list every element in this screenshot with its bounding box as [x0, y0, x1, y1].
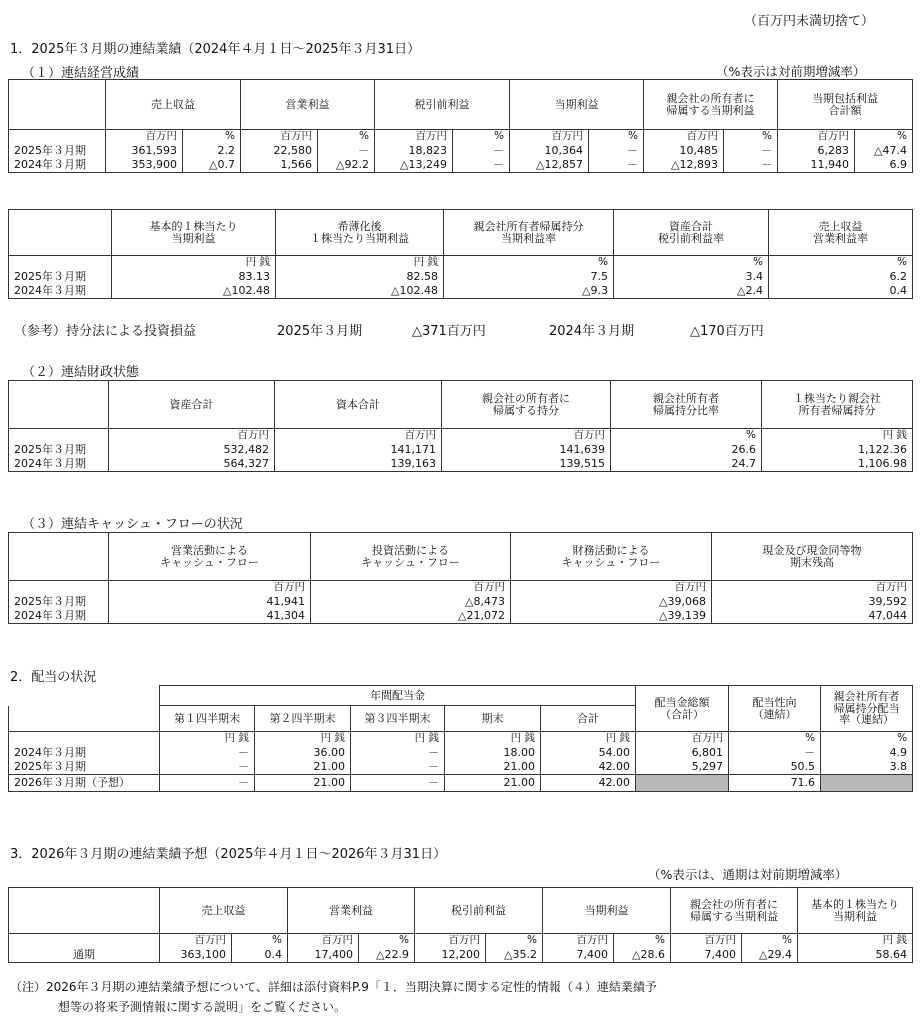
- cell: 12,200: [415, 948, 486, 963]
- cell: 41,941: [109, 595, 311, 609]
- table-corner: [9, 888, 160, 934]
- unit-cell: %: [453, 130, 510, 144]
- cell: －: [160, 746, 255, 760]
- cell: 1,566: [241, 158, 318, 173]
- unit-cell: 百万円: [415, 934, 486, 948]
- table-corner: [9, 533, 109, 581]
- hdr-l1: 税引前利益: [414, 97, 470, 111]
- unit-cell: 百万円: [311, 581, 511, 595]
- unit-cell: %: [359, 934, 415, 948]
- unit-cell: %: [318, 130, 375, 144]
- header-total-equity: 資本合計: [275, 381, 442, 429]
- unit-cell: 円 銭: [351, 732, 445, 746]
- table-corner: [9, 706, 160, 732]
- section-1-1-title: （１）連結経営成績: [22, 66, 140, 81]
- shaded-cell: [821, 775, 913, 792]
- unit-cell: 百万円: [288, 934, 359, 948]
- header-profit-owners: 親会社の所有者に 帰属する当期利益: [644, 80, 778, 130]
- header-basic-eps: 基本的１株当たり 当期利益: [112, 210, 276, 256]
- cell: 42.00: [541, 760, 636, 775]
- cell: －: [160, 775, 255, 792]
- cell: △39,139: [511, 609, 712, 624]
- header-profit: 当期利益: [543, 888, 671, 934]
- unit-cell: 円 銭: [160, 732, 255, 746]
- row-label: 2024年３月期: [9, 158, 106, 173]
- cell: 141,171: [275, 443, 442, 457]
- cell: 2.2: [183, 144, 241, 158]
- cell: △8,473: [311, 595, 511, 609]
- unit-cell: 百万円: [644, 130, 724, 144]
- per-share-ratio-table: [8, 209, 913, 299]
- unit-cell: %: [232, 934, 288, 948]
- cell: 18.00: [445, 746, 541, 760]
- table-corner: [9, 686, 160, 706]
- header-profit: [510, 80, 644, 130]
- unit-cell: %: [821, 732, 913, 746]
- header-revenue: [106, 80, 241, 130]
- table-row: [9, 746, 913, 760]
- hdr-l1: 営業利益: [285, 97, 330, 111]
- row-label: 2025年３月期: [9, 595, 109, 609]
- unit-cell: 百万円: [636, 732, 729, 746]
- unit-cell: 百万円: [109, 429, 275, 443]
- ref-note-value2: △170百万円: [690, 324, 764, 339]
- unit-cell: 円 銭: [798, 934, 913, 948]
- section-1-1-note: （%表示は対前期増減率）: [716, 64, 866, 79]
- header-total: 合計: [541, 706, 636, 732]
- cell: 22,580: [241, 144, 318, 158]
- cell: 36.00: [255, 746, 351, 760]
- unit-cell: 百万円: [778, 130, 855, 144]
- cell: 26.6: [611, 443, 762, 457]
- forecast-table: [8, 887, 913, 963]
- unit-cell: %: [724, 130, 778, 144]
- footnote-line-2: 想等の将来予測情報に関する説明」をご覧ください。: [58, 1000, 347, 1014]
- table-corner: [9, 381, 109, 429]
- header-operating-margin: 売上収益 営業利益率: [769, 210, 913, 256]
- cell: △22.9: [359, 948, 415, 963]
- cell: －: [724, 158, 778, 173]
- row-label: 2024年３月期: [9, 457, 109, 472]
- cell: 83.13: [112, 270, 276, 284]
- cell: △47.4: [855, 144, 913, 158]
- shaded-cell: [636, 775, 729, 792]
- header-doe: 親会社所有者 帰属持分配当 率（連結）: [821, 686, 913, 732]
- cell: 4.9: [821, 746, 913, 760]
- unit-cell: 円 銭: [255, 732, 351, 746]
- cell: 3.4: [614, 270, 769, 284]
- hdr-l1: 売上収益: [151, 97, 195, 111]
- forecast-row: [9, 775, 913, 792]
- row-label: 2025年３月期: [9, 443, 109, 457]
- cell: 139,163: [275, 457, 442, 472]
- row-label: 2026年３月期（予想）: [9, 775, 160, 792]
- unit-cell: 円 銭: [762, 429, 913, 443]
- cell: 18,823: [375, 144, 453, 158]
- unit-cell: 百万円: [510, 130, 589, 144]
- cell: 6.2: [769, 270, 913, 284]
- header-total-assets: 資産合計: [109, 381, 275, 429]
- ref-note-year1: 2025年３月期: [277, 324, 363, 339]
- cell: 82.58: [276, 270, 444, 284]
- unit-cell: %: [611, 429, 762, 443]
- unit-cell: 百万円: [160, 934, 232, 948]
- financial-position-table: [8, 380, 913, 472]
- header-bps: １株当たり親会社 所有者帰属持分: [762, 381, 913, 429]
- cell: △13,249: [375, 158, 453, 173]
- cell: 42.00: [541, 775, 636, 792]
- table-row: [9, 595, 913, 609]
- cell: 11,940: [778, 158, 855, 173]
- header-operating-profit: 営業利益: [288, 888, 415, 934]
- row-label: 2024年３月期: [9, 746, 160, 760]
- unit-cell: %: [444, 256, 614, 270]
- unit-cell: %: [855, 130, 913, 144]
- consolidated-results-table: [8, 79, 913, 173]
- cell: △9.3: [444, 284, 614, 299]
- cell: 0.4: [769, 284, 913, 299]
- cell: △0.7: [183, 158, 241, 173]
- header-payout-ratio: 配当性向 （連結）: [729, 686, 821, 732]
- cell: 141,639: [442, 443, 611, 457]
- ref-note-year2: 2024年３月期: [549, 324, 635, 339]
- cell: 10,364: [510, 144, 589, 158]
- cell: 7,400: [543, 948, 614, 963]
- unit-cell: 百万円: [442, 429, 611, 443]
- cell: 564,327: [109, 457, 275, 472]
- cell: －: [724, 144, 778, 158]
- table-row: [9, 443, 913, 457]
- table-corner: [9, 80, 106, 130]
- cell: 7,400: [671, 948, 742, 963]
- header-cash-balance: 現金及び現金同等物 期末残高: [712, 533, 913, 581]
- row-label: 通期: [9, 948, 160, 963]
- header-pretax-roa: 資産合計 税引前利益率: [614, 210, 769, 256]
- cell: 6,283: [778, 144, 855, 158]
- hdr-l1: 当期利益: [554, 97, 599, 111]
- table-row: [9, 760, 913, 775]
- header-revenue: 売上収益: [160, 888, 288, 934]
- table-corner: [9, 210, 112, 256]
- header-annual-dividend: 年間配当金: [160, 686, 636, 706]
- cell: 47,044: [712, 609, 913, 624]
- cell: △12,857: [510, 158, 589, 173]
- cell: 58.64: [798, 948, 913, 963]
- row-label: 2025年３月期: [9, 270, 112, 284]
- cell: 5,297: [636, 760, 729, 775]
- cell: △102.48: [112, 284, 276, 299]
- cash-flow-table: [8, 532, 913, 624]
- cell: △92.2: [318, 158, 375, 173]
- table-row: [9, 457, 913, 472]
- unit-cell: %: [614, 934, 671, 948]
- unit-cell: 百万円: [671, 934, 742, 948]
- cell: 41,304: [109, 609, 311, 624]
- cell: △28.6: [614, 948, 671, 963]
- header-q2-end: 第２四半期末: [255, 706, 351, 732]
- cell: 21.00: [255, 760, 351, 775]
- cell: 1,106.98: [762, 457, 913, 472]
- unit-cell: 百万円: [375, 130, 453, 144]
- cell: △102.48: [276, 284, 444, 299]
- header-equity-ratio: 親会社所有者 帰属持分比率: [611, 381, 762, 429]
- cell: 532,482: [109, 443, 275, 457]
- dividends-table: [8, 685, 913, 792]
- cell: 6,801: [636, 746, 729, 760]
- section-1-3-title: （３）連結キャッシュ・フローの状況: [22, 517, 243, 532]
- unit-cell: %: [183, 130, 241, 144]
- unit-cell: 円 銭: [445, 732, 541, 746]
- unit-cell: 百万円: [241, 130, 318, 144]
- header-operating-cf: 営業活動による キャッシュ・フロー: [109, 533, 311, 581]
- cell: 6.9: [855, 158, 913, 173]
- cell: 21.00: [445, 760, 541, 775]
- header-diluted-eps: 希薄化後 １株当たり当期利益: [276, 210, 444, 256]
- unit-cell: 円 銭: [112, 256, 276, 270]
- cell: 21.00: [255, 775, 351, 792]
- cell: －: [351, 760, 445, 775]
- unit-cell: 百万円: [543, 934, 614, 948]
- cell: 21.00: [445, 775, 541, 792]
- unit-cell: 百万円: [511, 581, 712, 595]
- row-label: 2025年３月期: [9, 144, 106, 158]
- cell: －: [160, 760, 255, 775]
- header-profit-owners: 親会社の所有者に 帰属する当期利益: [671, 888, 798, 934]
- cell: △2.4: [614, 284, 769, 299]
- unit-cell: 円 銭: [541, 732, 636, 746]
- cell: 139,515: [442, 457, 611, 472]
- header-fy-end: 期末: [445, 706, 541, 732]
- table-row: [9, 948, 913, 963]
- ref-note-label: （参考）持分法による投資損益: [14, 324, 197, 339]
- cell: 71.6: [729, 775, 821, 792]
- cell: 353,900: [106, 158, 183, 173]
- section-2-title: 2．配当の状況: [10, 670, 97, 685]
- cell: △12,893: [644, 158, 724, 173]
- section-3-title: 3．2026年３月期の連結業績予想（2025年４月１日～2026年３月31日）: [10, 847, 447, 862]
- unit-cell: %: [614, 256, 769, 270]
- section-1-2-title: （２）連結財政状態: [22, 365, 140, 380]
- cell: －: [729, 746, 821, 760]
- row-label: 2024年３月期: [9, 609, 109, 624]
- unit-cell: 円 銭: [276, 256, 444, 270]
- unit-cell: %: [742, 934, 798, 948]
- row-label: 2024年３月期: [9, 284, 112, 299]
- unit-note: （百万円未満切捨て）: [744, 14, 875, 29]
- cell: 10,485: [644, 144, 724, 158]
- unit-cell: 百万円: [275, 429, 442, 443]
- header-dividend-total: 配当金総額 （合計）: [636, 686, 729, 732]
- unit-cell: %: [486, 934, 543, 948]
- section-3-note: （%表示は、通期は対前期増減率）: [648, 867, 848, 882]
- ref-note-value1: △371百万円: [412, 324, 486, 339]
- cell: 0.4: [232, 948, 288, 963]
- row-label: 2025年３月期: [9, 760, 160, 775]
- unit-cell: 百万円: [712, 581, 913, 595]
- table-row: [9, 144, 913, 158]
- header-equity-owners: 親会社の所有者に 帰属する持分: [442, 381, 611, 429]
- table-row: [9, 609, 913, 624]
- cell: 1,122.36: [762, 443, 913, 457]
- cell: 7.5: [444, 270, 614, 284]
- header-investing-cf: 投資活動による キャッシュ・フロー: [311, 533, 511, 581]
- unit-cell: 百万円: [106, 130, 183, 144]
- unit-cell: %: [589, 130, 644, 144]
- header-pretax-profit: 税引前利益: [415, 888, 543, 934]
- header-financing-cf: 財務活動による キャッシュ・フロー: [511, 533, 712, 581]
- header-pretax-profit: [375, 80, 510, 130]
- cell: 24.7: [611, 457, 762, 472]
- cell: －: [351, 775, 445, 792]
- header-operating-profit: [241, 80, 375, 130]
- cell: －: [589, 158, 644, 173]
- cell: 54.00: [541, 746, 636, 760]
- table-row: [9, 158, 913, 173]
- cell: 363,100: [160, 948, 232, 963]
- cell: 3.8: [821, 760, 913, 775]
- unit-cell: %: [729, 732, 821, 746]
- cell: △35.2: [486, 948, 543, 963]
- footnote-line-1: （注）2026年３月期の連結業績予想について、詳細は添付資料P.9「１．当期決算に関する定性的情報（４）連結業績予: [10, 980, 657, 994]
- table-row: [9, 284, 913, 299]
- cell: △29.4: [742, 948, 798, 963]
- unit-cell: %: [769, 256, 913, 270]
- cell: △21,072: [311, 609, 511, 624]
- cell: 39,592: [712, 595, 913, 609]
- cell: 50.5: [729, 760, 821, 775]
- cell: －: [453, 144, 510, 158]
- header-q1-end: 第１四半期末: [160, 706, 255, 732]
- header-q3-end: 第３四半期末: [351, 706, 445, 732]
- table-row: [9, 270, 913, 284]
- cell: －: [453, 158, 510, 173]
- cell: 361,593: [106, 144, 183, 158]
- section-1-title: 1．2025年３月期の連結業績（2024年４月１日～2025年３月31日）: [10, 42, 421, 57]
- cell: －: [351, 746, 445, 760]
- cell: －: [318, 144, 375, 158]
- header-comprehensive-income: 当期包括利益 合計額: [778, 80, 913, 130]
- cell: △39,068: [511, 595, 712, 609]
- unit-cell: 百万円: [109, 581, 311, 595]
- header-roe: 親会社所有者帰属持分 当期利益率: [444, 210, 614, 256]
- cell: －: [589, 144, 644, 158]
- cell: 17,400: [288, 948, 359, 963]
- header-basic-eps: 基本的１株当たり 当期利益: [798, 888, 913, 934]
